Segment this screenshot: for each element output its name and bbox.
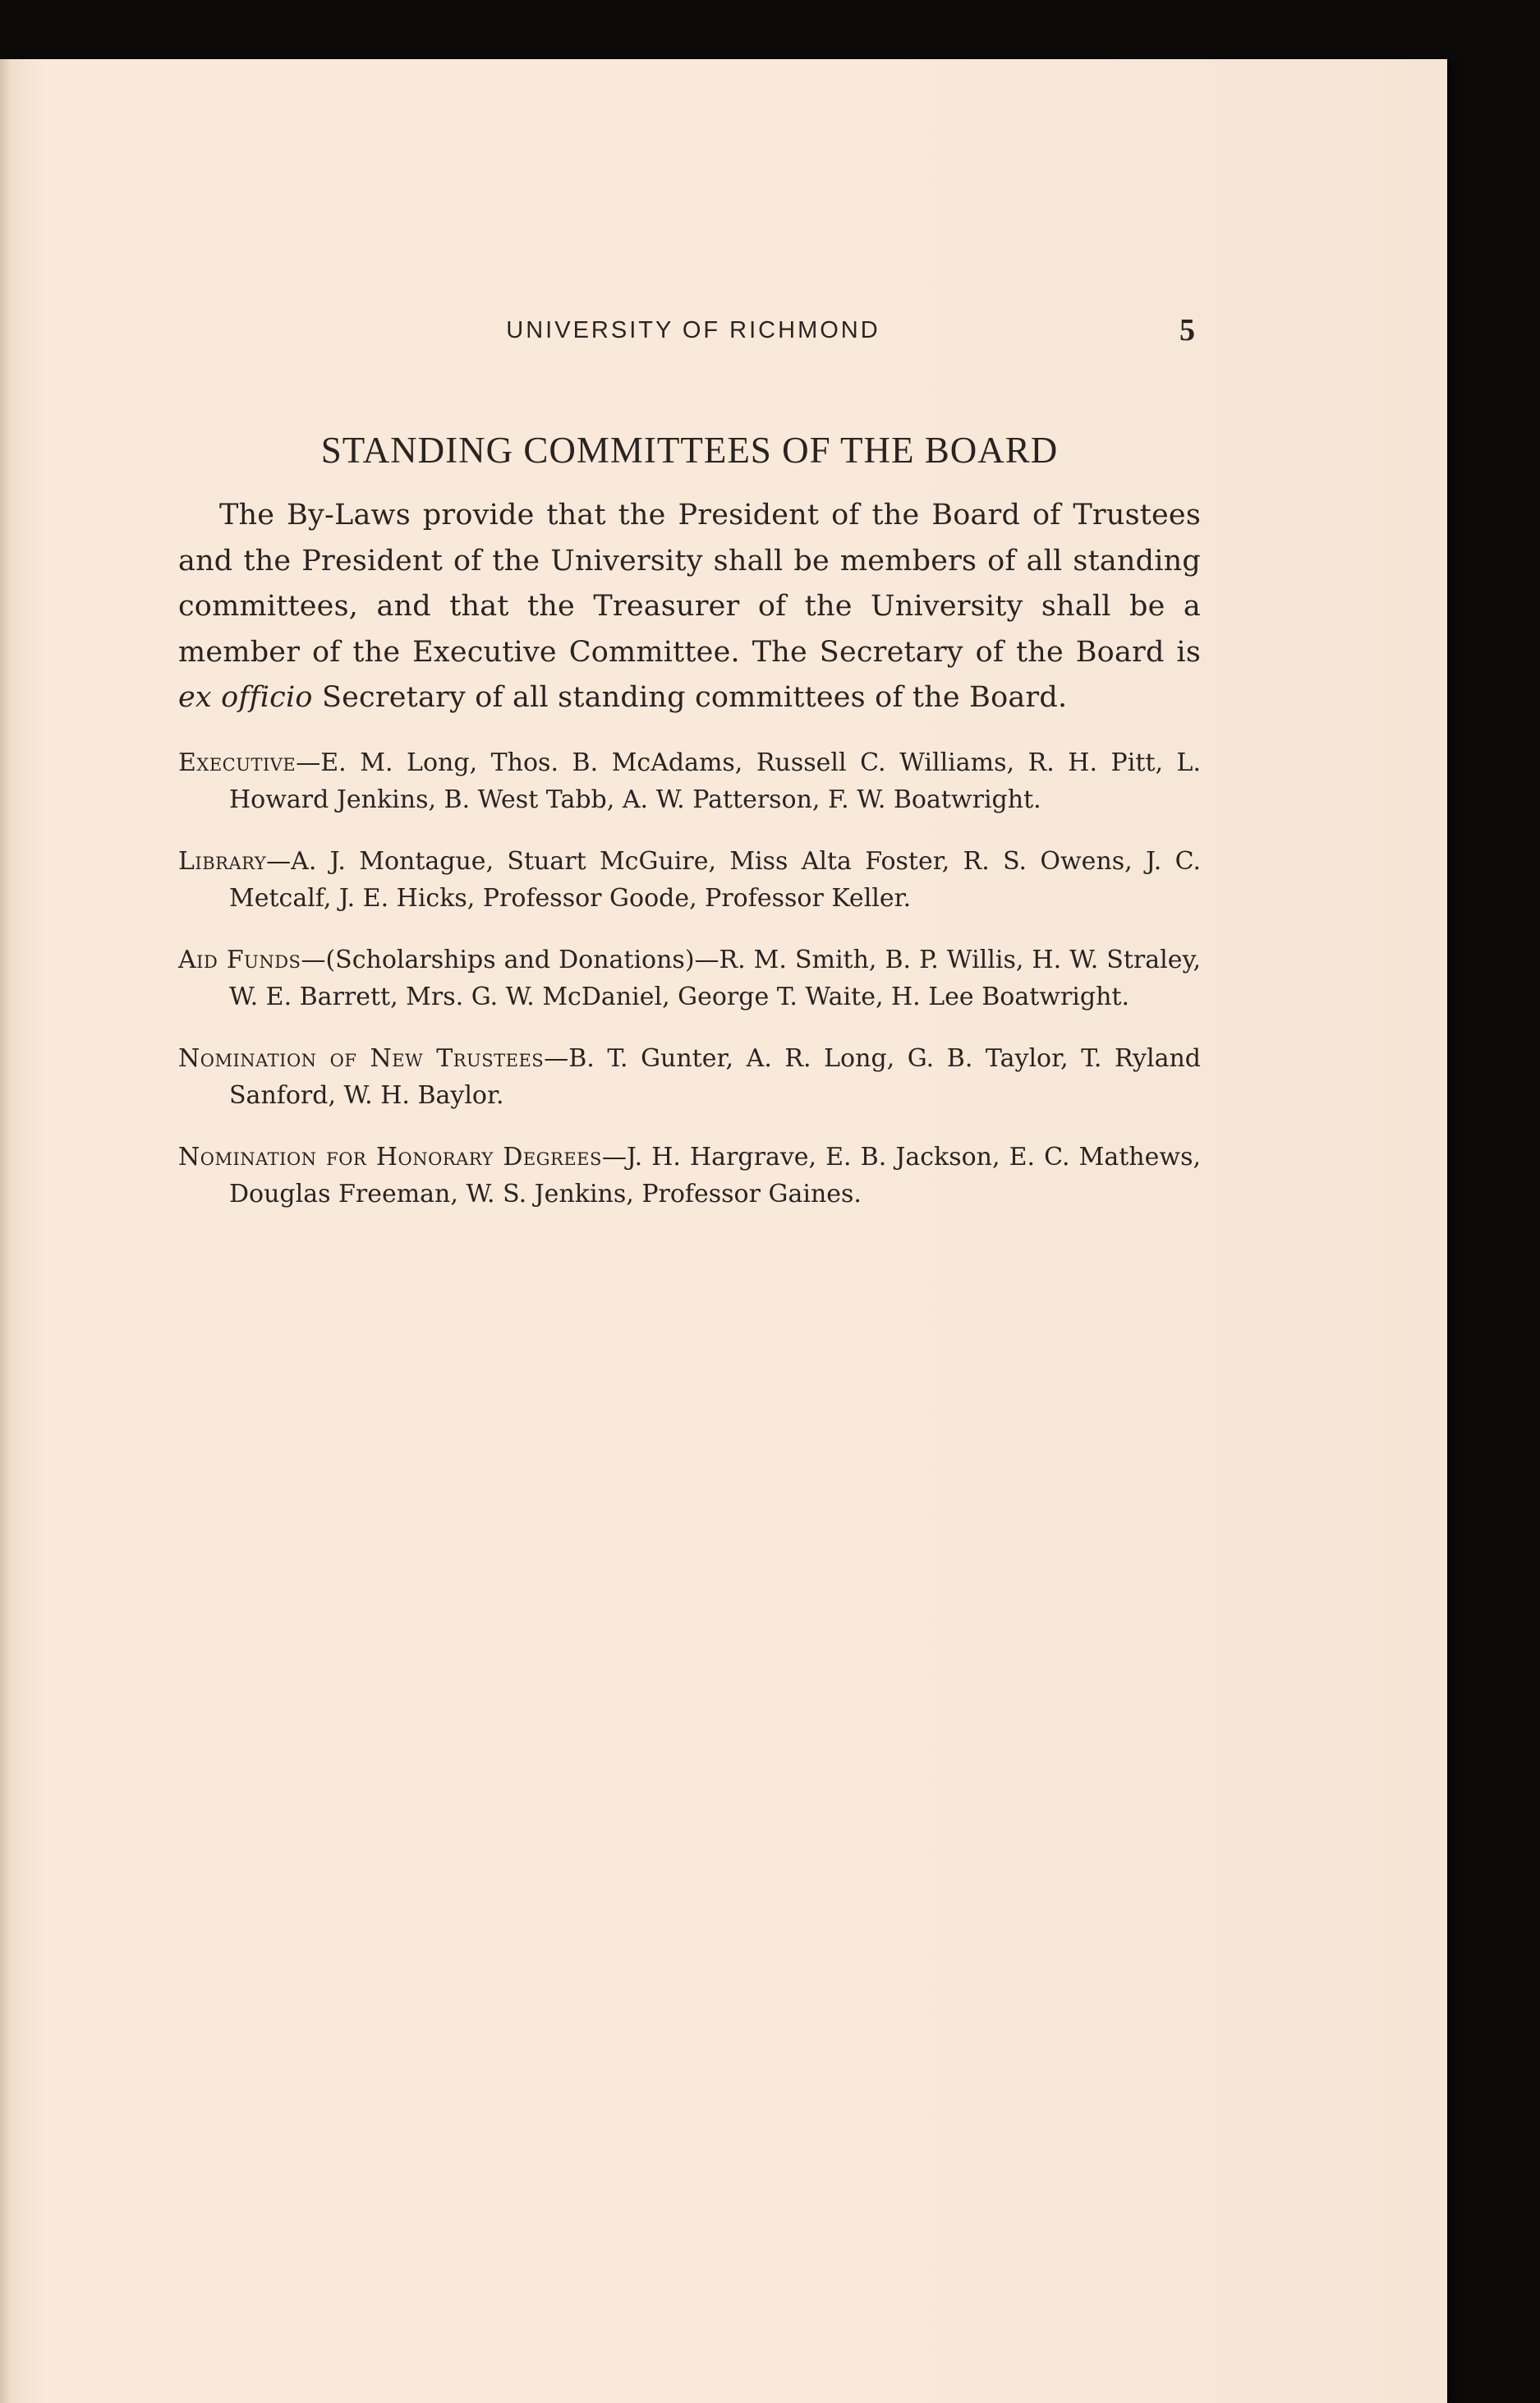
committee-members: —J. H. Hargrave, E. B. Jackson, E. C. Mathews, Douglas Freeman, W. S. Jenkins, Professor Gaines. — [229, 1142, 1201, 1208]
running-head: UNIVERSITY OF RICHMOND — [506, 317, 880, 343]
committee-name: Aid Funds — [178, 945, 301, 974]
committee-members: —E. M. Long, Thos. B. McAdams, Russell C. Williams, R. H. Pitt, L. Howard Jenkins, B. West Tabb, A. W. Patterson, F. W. Boatwright. — [229, 748, 1201, 814]
committee-name: Library — [178, 846, 267, 876]
preamble-text: Secretary of all standing committees of the Board. — [312, 681, 1068, 714]
committee-name: Nomination for Honorary Degrees — [178, 1142, 602, 1172]
committee-entry — [178, 1040, 1201, 1114]
committee-entry — [178, 744, 1201, 818]
page-header — [0, 306, 1447, 355]
page-number: 5 — [1179, 313, 1195, 348]
committee-name: Executive — [178, 748, 297, 777]
committee-entry — [178, 843, 1201, 917]
committee-entry — [178, 941, 1201, 1015]
committee-name: Nomination of New Trustees — [178, 1043, 545, 1073]
section-title: STANDING COMMITTEES OF THE BOARD — [320, 430, 1059, 471]
committee-entry — [178, 1139, 1201, 1213]
committee-members: —(Scholarships and Donations)—R. M. Smith, B. P. Willis, H. W. Straley, W. E. Barrett, Mrs. G. W. McDaniel, George T. Waite, H. Lee Boatwright. — [229, 945, 1201, 1011]
preamble-text: The By-Laws provide that the President of the Board of Trustees and the President of the University shall be members of all standing committees, and that the Treasurer of the University shall be a member of the Executive Committee. The Secretary of the Board is — [178, 499, 1201, 669]
preamble-paragraph — [178, 493, 1201, 721]
committee-members: —B. T. Gunter, A. R. Long, G. B. Taylor, T. Ryland Sanford, W. H. Baylor. — [229, 1043, 1201, 1110]
preamble-italic-text: ex officio — [178, 681, 313, 714]
page-content — [178, 417, 1201, 1237]
committee-members: —A. J. Montague, Stuart McGuire, Miss Alta Foster, R. S. Owens, J. C. Metcalf, J. E. Hicks, Professor Goode, Professor Keller. — [229, 846, 1201, 913]
